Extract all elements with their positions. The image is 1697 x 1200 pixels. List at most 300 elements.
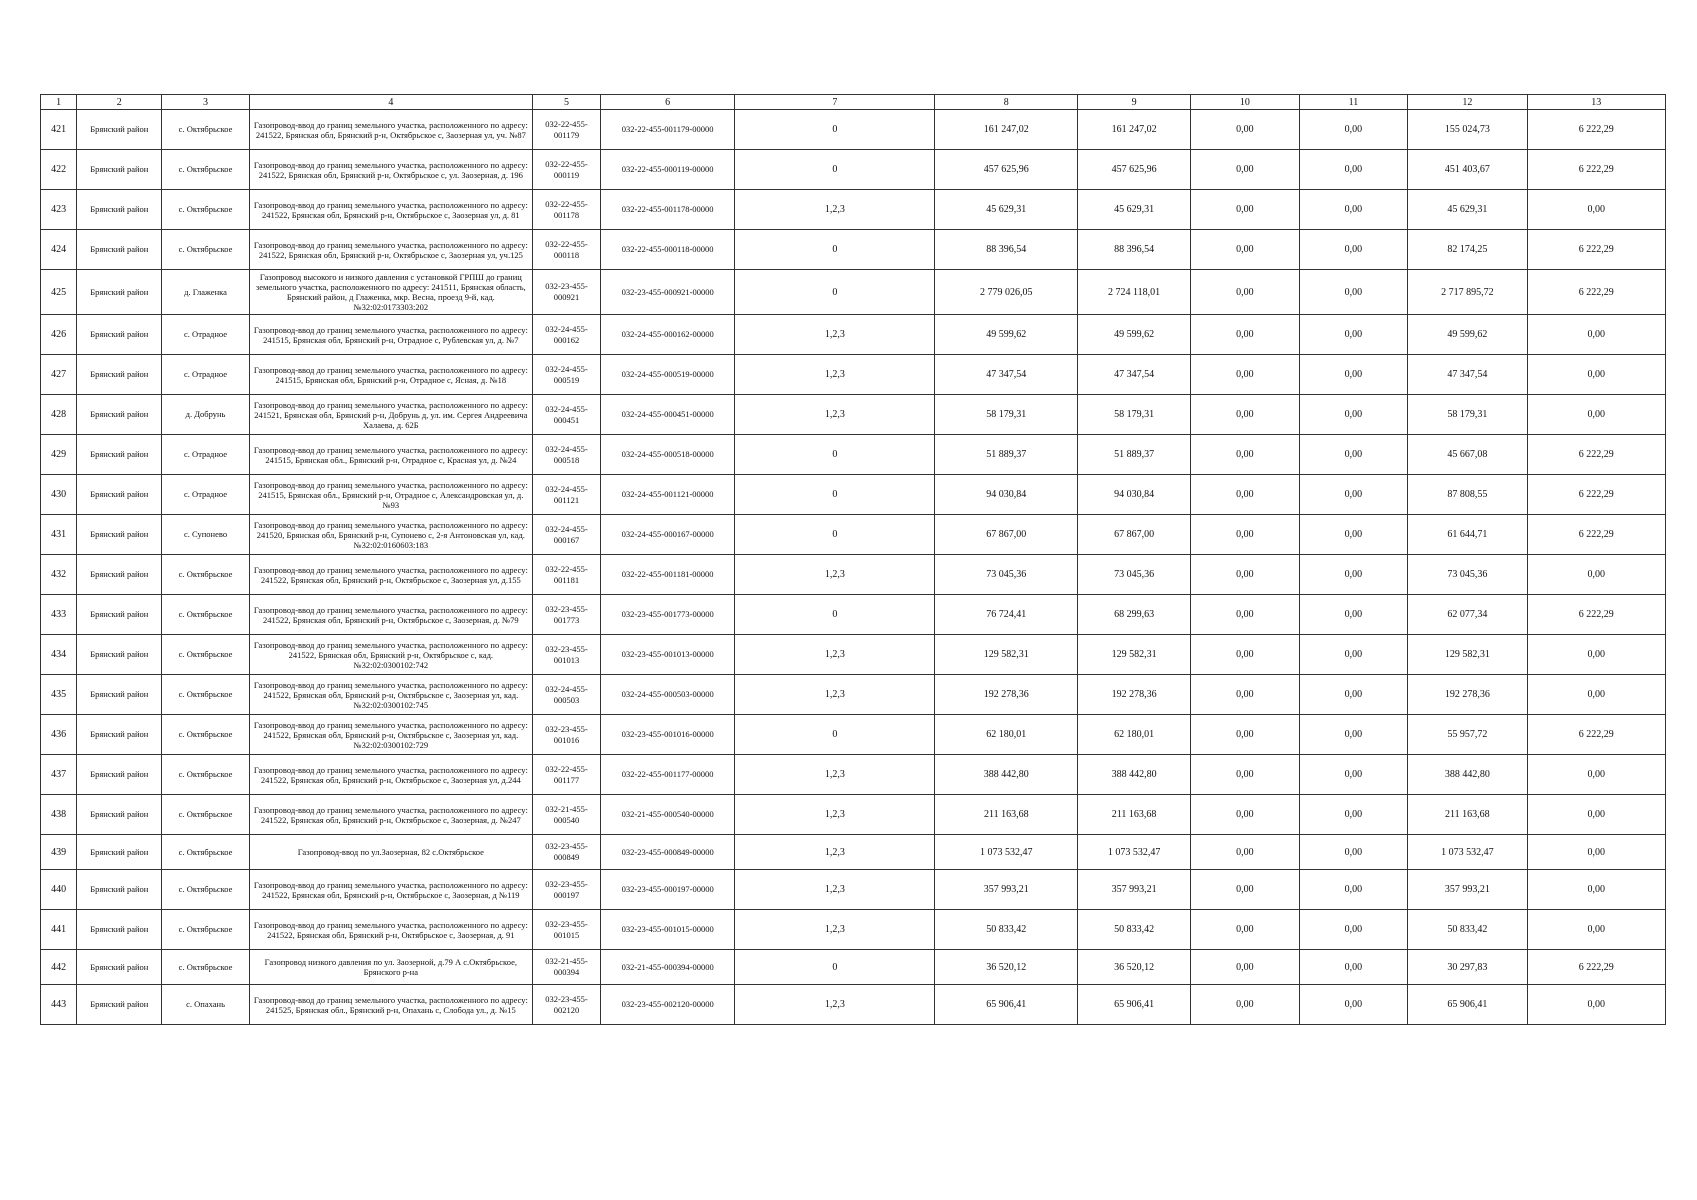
value-col-9: 62 180,01 bbox=[1078, 715, 1191, 755]
category-cell: 1,2,3 bbox=[735, 190, 935, 230]
value-col-10: 0,00 bbox=[1191, 795, 1300, 835]
column-header-6: 6 bbox=[601, 95, 735, 110]
object-description: Газопровод-ввод до границ земельного участка, расположенного по адресу: 241522, Брянская обл, Брянский р-н, Октябрьское с, Заозерная ул, кад. №32:02:0300102:745 bbox=[249, 675, 532, 715]
value-col-11: 0,00 bbox=[1299, 190, 1408, 230]
category-cell: 0 bbox=[735, 270, 935, 315]
category-cell: 0 bbox=[735, 150, 935, 190]
object-description: Газопровод-ввод до границ земельного участка, расположенного по адресу: 241522, Брянская обл, Брянский р-н, Октябрьское с, Заозерная, д №119 bbox=[249, 870, 532, 910]
table-row bbox=[41, 190, 1666, 230]
object-description: Газопровод-ввод до границ земельного участка, расположенного по адресу: 241515, Брянская обл, Брянский р-н, Отрадное с, Рублевская ул, д. №7 bbox=[249, 315, 532, 355]
row-number: 432 bbox=[41, 555, 77, 595]
table-row bbox=[41, 715, 1666, 755]
value-col-12: 211 163,68 bbox=[1408, 795, 1527, 835]
value-col-13: 6 222,29 bbox=[1527, 270, 1666, 315]
value-col-8: 49 599,62 bbox=[935, 315, 1078, 355]
value-col-8: 94 030,84 bbox=[935, 475, 1078, 515]
district-cell: Брянский район bbox=[77, 755, 162, 795]
value-col-13: 0,00 bbox=[1527, 395, 1666, 435]
value-col-11: 0,00 bbox=[1299, 870, 1408, 910]
value-col-13: 6 222,29 bbox=[1527, 595, 1666, 635]
value-col-8: 388 442,80 bbox=[935, 755, 1078, 795]
object-description: Газопровод-ввод до границ земельного участка, расположенного по адресу: 241515, Брянская обл., Брянский р-н, Отрадное с, Красная ул, д. №24 bbox=[249, 435, 532, 475]
value-col-9: 36 520,12 bbox=[1078, 950, 1191, 985]
object-description: Газопровод-ввод до границ земельного участка, расположенного по адресу: 241522, Брянская обл, Брянский р-н, Октябрьское с, Заозерная ул, уч. №87 bbox=[249, 110, 532, 150]
district-cell: Брянский район bbox=[77, 475, 162, 515]
value-col-8: 36 520,12 bbox=[935, 950, 1078, 985]
value-col-9: 161 247,02 bbox=[1078, 110, 1191, 150]
registry-table bbox=[40, 94, 1666, 1025]
settlement-cell: с. Опахань bbox=[162, 985, 249, 1025]
district-cell: Брянский район bbox=[77, 555, 162, 595]
value-col-8: 192 278,36 bbox=[935, 675, 1078, 715]
row-number: 426 bbox=[41, 315, 77, 355]
inventory-number: 032-24-455-000451 bbox=[532, 395, 600, 435]
category-cell: 1,2,3 bbox=[735, 315, 935, 355]
inventory-number: 032-24-455-000518 bbox=[532, 435, 600, 475]
category-cell: 1,2,3 bbox=[735, 355, 935, 395]
column-header-5: 5 bbox=[532, 95, 600, 110]
category-cell: 1,2,3 bbox=[735, 835, 935, 870]
value-col-11: 0,00 bbox=[1299, 555, 1408, 595]
column-header-12: 12 bbox=[1408, 95, 1527, 110]
value-col-12: 82 174,25 bbox=[1408, 230, 1527, 270]
object-description: Газопровод-ввод до границ земельного участка, расположенного по адресу: 241522, Брянская обл, Брянский р-н, Октябрьское с, Заозерная, д. №79 bbox=[249, 595, 532, 635]
value-col-9: 65 906,41 bbox=[1078, 985, 1191, 1025]
value-col-13: 6 222,29 bbox=[1527, 110, 1666, 150]
value-col-9: 50 833,42 bbox=[1078, 910, 1191, 950]
value-col-9: 45 629,31 bbox=[1078, 190, 1191, 230]
row-number: 431 bbox=[41, 515, 77, 555]
inventory-number: 032-23-455-001773 bbox=[532, 595, 600, 635]
category-cell: 1,2,3 bbox=[735, 555, 935, 595]
value-col-10: 0,00 bbox=[1191, 835, 1300, 870]
settlement-cell: с. Октябрьское bbox=[162, 715, 249, 755]
column-header-1: 1 bbox=[41, 95, 77, 110]
value-col-10: 0,00 bbox=[1191, 230, 1300, 270]
value-col-8: 65 906,41 bbox=[935, 985, 1078, 1025]
value-col-8: 47 347,54 bbox=[935, 355, 1078, 395]
value-col-12: 58 179,31 bbox=[1408, 395, 1527, 435]
object-description: Газопровод-ввод до границ земельного участка, расположенного по адресу: 241522, Брянская обл, Брянский р-н, Октябрьское с, ул. Заозерная, д. 196 bbox=[249, 150, 532, 190]
settlement-cell: с. Октябрьское bbox=[162, 230, 249, 270]
district-cell: Брянский район bbox=[77, 675, 162, 715]
object-description: Газопровод-ввод до границ земельного участка, расположенного по адресу: 241522, Брянская обл, Брянский р-н, Октябрьское с, Заозерная ул, д.244 bbox=[249, 755, 532, 795]
object-code: 032-22-455-001181-00000 bbox=[601, 555, 735, 595]
category-cell: 1,2,3 bbox=[735, 635, 935, 675]
value-col-13: 0,00 bbox=[1527, 355, 1666, 395]
column-header-9: 9 bbox=[1078, 95, 1191, 110]
table-row bbox=[41, 795, 1666, 835]
object-code: 032-23-455-001013-00000 bbox=[601, 635, 735, 675]
district-cell: Брянский район bbox=[77, 870, 162, 910]
row-number: 433 bbox=[41, 595, 77, 635]
value-col-11: 0,00 bbox=[1299, 635, 1408, 675]
value-col-12: 155 024,73 bbox=[1408, 110, 1527, 150]
category-cell: 0 bbox=[735, 595, 935, 635]
value-col-8: 211 163,68 bbox=[935, 795, 1078, 835]
category-cell: 0 bbox=[735, 950, 935, 985]
value-col-9: 357 993,21 bbox=[1078, 870, 1191, 910]
row-number: 424 bbox=[41, 230, 77, 270]
object-code: 032-22-455-001178-00000 bbox=[601, 190, 735, 230]
value-col-12: 45 667,08 bbox=[1408, 435, 1527, 475]
settlement-cell: с. Октябрьское bbox=[162, 110, 249, 150]
row-number: 439 bbox=[41, 835, 77, 870]
settlement-cell: с. Октябрьское bbox=[162, 835, 249, 870]
table-row bbox=[41, 355, 1666, 395]
value-col-11: 0,00 bbox=[1299, 395, 1408, 435]
inventory-number: 032-24-455-000162 bbox=[532, 315, 600, 355]
inventory-number: 032-23-455-001016 bbox=[532, 715, 600, 755]
object-code: 032-23-455-000197-00000 bbox=[601, 870, 735, 910]
category-cell: 1,2,3 bbox=[735, 755, 935, 795]
object-code: 032-23-455-000921-00000 bbox=[601, 270, 735, 315]
row-number: 425 bbox=[41, 270, 77, 315]
category-cell: 0 bbox=[735, 515, 935, 555]
column-header-13: 13 bbox=[1527, 95, 1666, 110]
district-cell: Брянский район bbox=[77, 355, 162, 395]
object-description: Газопровод-ввод до границ земельного участка, расположенного по адресу: 241521, Брянская обл, Брянский р-н, Добрунь д, ул. им. Сергея Андреевича Халаева, д. 62Б bbox=[249, 395, 532, 435]
value-col-12: 30 297,83 bbox=[1408, 950, 1527, 985]
inventory-number: 032-22-455-001177 bbox=[532, 755, 600, 795]
category-cell: 1,2,3 bbox=[735, 795, 935, 835]
settlement-cell: с. Октябрьское bbox=[162, 870, 249, 910]
value-col-9: 73 045,36 bbox=[1078, 555, 1191, 595]
value-col-13: 0,00 bbox=[1527, 675, 1666, 715]
value-col-8: 73 045,36 bbox=[935, 555, 1078, 595]
table-row bbox=[41, 150, 1666, 190]
inventory-number: 032-23-455-000197 bbox=[532, 870, 600, 910]
value-col-13: 0,00 bbox=[1527, 755, 1666, 795]
value-col-10: 0,00 bbox=[1191, 515, 1300, 555]
object-code: 032-21-455-000394-00000 bbox=[601, 950, 735, 985]
value-col-9: 211 163,68 bbox=[1078, 795, 1191, 835]
object-code: 032-24-455-001121-00000 bbox=[601, 475, 735, 515]
inventory-number: 032-24-455-000167 bbox=[532, 515, 600, 555]
value-col-12: 65 906,41 bbox=[1408, 985, 1527, 1025]
object-code: 032-23-455-001016-00000 bbox=[601, 715, 735, 755]
value-col-13: 0,00 bbox=[1527, 910, 1666, 950]
value-col-9: 457 625,96 bbox=[1078, 150, 1191, 190]
value-col-12: 45 629,31 bbox=[1408, 190, 1527, 230]
row-number: 422 bbox=[41, 150, 77, 190]
value-col-8: 2 779 026,05 bbox=[935, 270, 1078, 315]
object-code: 032-23-455-002120-00000 bbox=[601, 985, 735, 1025]
value-col-13: 6 222,29 bbox=[1527, 515, 1666, 555]
value-col-9: 49 599,62 bbox=[1078, 315, 1191, 355]
table-row bbox=[41, 435, 1666, 475]
settlement-cell: с. Октябрьское bbox=[162, 190, 249, 230]
table-row bbox=[41, 595, 1666, 635]
object-code: 032-24-455-000519-00000 bbox=[601, 355, 735, 395]
district-cell: Брянский район bbox=[77, 190, 162, 230]
row-number: 437 bbox=[41, 755, 77, 795]
value-col-8: 1 073 532,47 bbox=[935, 835, 1078, 870]
value-col-10: 0,00 bbox=[1191, 985, 1300, 1025]
value-col-8: 58 179,31 bbox=[935, 395, 1078, 435]
value-col-12: 49 599,62 bbox=[1408, 315, 1527, 355]
table-row bbox=[41, 555, 1666, 595]
row-number: 427 bbox=[41, 355, 77, 395]
value-col-13: 0,00 bbox=[1527, 795, 1666, 835]
value-col-9: 58 179,31 bbox=[1078, 395, 1191, 435]
object-code: 032-23-455-000849-00000 bbox=[601, 835, 735, 870]
value-col-10: 0,00 bbox=[1191, 635, 1300, 675]
value-col-9: 129 582,31 bbox=[1078, 635, 1191, 675]
category-cell: 1,2,3 bbox=[735, 910, 935, 950]
value-col-13: 0,00 bbox=[1527, 835, 1666, 870]
category-cell: 0 bbox=[735, 475, 935, 515]
district-cell: Брянский район bbox=[77, 835, 162, 870]
value-col-12: 357 993,21 bbox=[1408, 870, 1527, 910]
district-cell: Брянский район bbox=[77, 315, 162, 355]
inventory-number: 032-22-455-000119 bbox=[532, 150, 600, 190]
district-cell: Брянский район bbox=[77, 515, 162, 555]
value-col-12: 50 833,42 bbox=[1408, 910, 1527, 950]
inventory-number: 032-22-455-001179 bbox=[532, 110, 600, 150]
column-header-2: 2 bbox=[77, 95, 162, 110]
registry-body bbox=[41, 110, 1666, 1025]
value-col-12: 1 073 532,47 bbox=[1408, 835, 1527, 870]
value-col-12: 388 442,80 bbox=[1408, 755, 1527, 795]
object-code: 032-24-455-000518-00000 bbox=[601, 435, 735, 475]
value-col-10: 0,00 bbox=[1191, 435, 1300, 475]
value-col-10: 0,00 bbox=[1191, 150, 1300, 190]
settlement-cell: с. Октябрьское bbox=[162, 910, 249, 950]
value-col-9: 388 442,80 bbox=[1078, 755, 1191, 795]
value-col-11: 0,00 bbox=[1299, 515, 1408, 555]
row-number: 442 bbox=[41, 950, 77, 985]
settlement-cell: д. Глаженка bbox=[162, 270, 249, 315]
inventory-number: 032-24-455-001121 bbox=[532, 475, 600, 515]
inventory-number: 032-22-455-001181 bbox=[532, 555, 600, 595]
inventory-number: 032-22-455-001178 bbox=[532, 190, 600, 230]
object-description: Газопровод-ввод по ул.Заозерная, 82 с.Октябрьское bbox=[249, 835, 532, 870]
object-code: 032-23-455-001015-00000 bbox=[601, 910, 735, 950]
settlement-cell: д. Добрунь bbox=[162, 395, 249, 435]
column-header-4: 4 bbox=[249, 95, 532, 110]
value-col-11: 0,00 bbox=[1299, 675, 1408, 715]
settlement-cell: с. Отрадное bbox=[162, 355, 249, 395]
inventory-number: 032-23-455-001015 bbox=[532, 910, 600, 950]
category-cell: 0 bbox=[735, 230, 935, 270]
district-cell: Брянский район bbox=[77, 950, 162, 985]
inventory-number: 032-23-455-000849 bbox=[532, 835, 600, 870]
row-number: 435 bbox=[41, 675, 77, 715]
value-col-9: 51 889,37 bbox=[1078, 435, 1191, 475]
value-col-13: 6 222,29 bbox=[1527, 230, 1666, 270]
value-col-10: 0,00 bbox=[1191, 270, 1300, 315]
value-col-10: 0,00 bbox=[1191, 950, 1300, 985]
value-col-10: 0,00 bbox=[1191, 355, 1300, 395]
district-cell: Брянский район bbox=[77, 110, 162, 150]
object-description: Газопровод-ввод до границ земельного участка, расположенного по адресу: 241522, Брянская обл, Брянский р-н, Октябрьское с, Заозерная ул, кад. №32:02:0300102:729 bbox=[249, 715, 532, 755]
object-description: Газопровод-ввод до границ земельного участка, расположенного по адресу: 241522, Брянская обл, Брянский р-н, Октябрьское с, Заозерная, д. №247 bbox=[249, 795, 532, 835]
value-col-9: 94 030,84 bbox=[1078, 475, 1191, 515]
value-col-11: 0,00 bbox=[1299, 475, 1408, 515]
inventory-number: 032-21-455-000394 bbox=[532, 950, 600, 985]
table-row bbox=[41, 870, 1666, 910]
value-col-12: 87 808,55 bbox=[1408, 475, 1527, 515]
value-col-11: 0,00 bbox=[1299, 110, 1408, 150]
object-description: Газопровод высокого и низкого давления с установкой ГРПШ до границ земельного участка, расположенного по адресу: 241511, Брянская область, Брянский район, д Глаженка, мкр. Весна, проезд 9-й, кад. №32:02:0173303:202 bbox=[249, 270, 532, 315]
object-description: Газопровод-ввод до границ земельного участка, расположенного по адресу: 241515, Брянская обл, Брянский р-н, Отрадное с, Ясная, д. №18 bbox=[249, 355, 532, 395]
value-col-10: 0,00 bbox=[1191, 395, 1300, 435]
value-col-12: 55 957,72 bbox=[1408, 715, 1527, 755]
row-number: 423 bbox=[41, 190, 77, 230]
value-col-10: 0,00 bbox=[1191, 755, 1300, 795]
object-description: Газопровод-ввод до границ земельного участка, расположенного по адресу: 241515, Брянская обл., Брянский р-н, Отрадное с, Александровская ул, д. №93 bbox=[249, 475, 532, 515]
row-number: 438 bbox=[41, 795, 77, 835]
value-col-10: 0,00 bbox=[1191, 190, 1300, 230]
value-col-12: 451 403,67 bbox=[1408, 150, 1527, 190]
row-number: 440 bbox=[41, 870, 77, 910]
column-header-11: 11 bbox=[1299, 95, 1408, 110]
value-col-11: 0,00 bbox=[1299, 835, 1408, 870]
value-col-13: 6 222,29 bbox=[1527, 715, 1666, 755]
category-cell: 1,2,3 bbox=[735, 395, 935, 435]
settlement-cell: с. Октябрьское bbox=[162, 150, 249, 190]
value-col-11: 0,00 bbox=[1299, 230, 1408, 270]
inventory-number: 032-23-455-001013 bbox=[532, 635, 600, 675]
object-description: Газопровод низкого давления по ул. Заозерной, д.79 А с.Октябрьское, Брянского р-на bbox=[249, 950, 532, 985]
column-header-7: 7 bbox=[735, 95, 935, 110]
object-code: 032-22-455-001179-00000 bbox=[601, 110, 735, 150]
value-col-10: 0,00 bbox=[1191, 595, 1300, 635]
value-col-12: 129 582,31 bbox=[1408, 635, 1527, 675]
settlement-cell: с. Отрадное bbox=[162, 315, 249, 355]
object-description: Газопровод-ввод до границ земельного участка, расположенного по адресу: 241522, Брянская обл, Брянский р-н, Октябрьское с, Заозерная ул, д.155 bbox=[249, 555, 532, 595]
value-col-12: 2 717 895,72 bbox=[1408, 270, 1527, 315]
district-cell: Брянский район bbox=[77, 395, 162, 435]
object-code: 032-22-455-001177-00000 bbox=[601, 755, 735, 795]
value-col-11: 0,00 bbox=[1299, 435, 1408, 475]
value-col-12: 47 347,54 bbox=[1408, 355, 1527, 395]
value-col-13: 0,00 bbox=[1527, 985, 1666, 1025]
value-col-13: 6 222,29 bbox=[1527, 150, 1666, 190]
value-col-13: 0,00 bbox=[1527, 635, 1666, 675]
district-cell: Брянский район bbox=[77, 435, 162, 475]
district-cell: Брянский район bbox=[77, 985, 162, 1025]
table-row bbox=[41, 315, 1666, 355]
category-cell: 1,2,3 bbox=[735, 675, 935, 715]
value-col-11: 0,00 bbox=[1299, 150, 1408, 190]
table-row bbox=[41, 950, 1666, 985]
category-cell: 1,2,3 bbox=[735, 870, 935, 910]
district-cell: Брянский район bbox=[77, 795, 162, 835]
value-col-9: 67 867,00 bbox=[1078, 515, 1191, 555]
value-col-8: 67 867,00 bbox=[935, 515, 1078, 555]
value-col-8: 50 833,42 bbox=[935, 910, 1078, 950]
value-col-9: 47 347,54 bbox=[1078, 355, 1191, 395]
value-col-13: 0,00 bbox=[1527, 190, 1666, 230]
category-cell: 0 bbox=[735, 110, 935, 150]
object-code: 032-24-455-000162-00000 bbox=[601, 315, 735, 355]
value-col-8: 51 889,37 bbox=[935, 435, 1078, 475]
value-col-8: 62 180,01 bbox=[935, 715, 1078, 755]
settlement-cell: с. Октябрьское bbox=[162, 635, 249, 675]
object-code: 032-24-455-000503-00000 bbox=[601, 675, 735, 715]
object-code: 032-24-455-000451-00000 bbox=[601, 395, 735, 435]
value-col-9: 2 724 118,01 bbox=[1078, 270, 1191, 315]
column-header-3: 3 bbox=[162, 95, 249, 110]
settlement-cell: с. Октябрьское bbox=[162, 595, 249, 635]
table-row bbox=[41, 515, 1666, 555]
district-cell: Брянский район bbox=[77, 715, 162, 755]
value-col-10: 0,00 bbox=[1191, 555, 1300, 595]
inventory-number: 032-24-455-000519 bbox=[532, 355, 600, 395]
district-cell: Брянский район bbox=[77, 270, 162, 315]
district-cell: Брянский район bbox=[77, 910, 162, 950]
settlement-cell: с. Отрадное bbox=[162, 475, 249, 515]
inventory-number: 032-23-455-002120 bbox=[532, 985, 600, 1025]
object-code: 032-22-455-000118-00000 bbox=[601, 230, 735, 270]
table-row bbox=[41, 270, 1666, 315]
value-col-11: 0,00 bbox=[1299, 715, 1408, 755]
object-description: Газопровод-ввод до границ земельного участка, расположенного по адресу: 241525, Брянская обл., Брянский р-н, Опахань с, Слобода ул., д. №15 bbox=[249, 985, 532, 1025]
table-row bbox=[41, 395, 1666, 435]
table-row bbox=[41, 475, 1666, 515]
value-col-11: 0,00 bbox=[1299, 355, 1408, 395]
table-row bbox=[41, 985, 1666, 1025]
category-cell: 0 bbox=[735, 715, 935, 755]
value-col-11: 0,00 bbox=[1299, 910, 1408, 950]
row-number: 430 bbox=[41, 475, 77, 515]
district-cell: Брянский район bbox=[77, 635, 162, 675]
value-col-8: 161 247,02 bbox=[935, 110, 1078, 150]
value-col-13: 6 222,29 bbox=[1527, 950, 1666, 985]
table-row bbox=[41, 230, 1666, 270]
value-col-10: 0,00 bbox=[1191, 870, 1300, 910]
row-number: 441 bbox=[41, 910, 77, 950]
object-description: Газопровод-ввод до границ земельного участка, расположенного по адресу: 241522, Брянская обл, Брянский р-н, Октябрьское с, Заозерная, д. 91 bbox=[249, 910, 532, 950]
district-cell: Брянский район bbox=[77, 230, 162, 270]
column-number-row bbox=[41, 95, 1666, 110]
value-col-12: 192 278,36 bbox=[1408, 675, 1527, 715]
value-col-8: 357 993,21 bbox=[935, 870, 1078, 910]
value-col-11: 0,00 bbox=[1299, 950, 1408, 985]
value-col-13: 0,00 bbox=[1527, 315, 1666, 355]
object-code: 032-21-455-000540-00000 bbox=[601, 795, 735, 835]
value-col-9: 88 396,54 bbox=[1078, 230, 1191, 270]
object-description: Газопровод-ввод до границ земельного участка, расположенного по адресу: 241522, Брянская обл, Брянский р-н, Октябрьское с, Заозерная ул, уч.125 bbox=[249, 230, 532, 270]
value-col-12: 62 077,34 bbox=[1408, 595, 1527, 635]
value-col-10: 0,00 bbox=[1191, 315, 1300, 355]
value-col-12: 61 644,71 bbox=[1408, 515, 1527, 555]
object-description: Газопровод-ввод до границ земельного участка, расположенного по адресу: 241522, Брянская обл, Брянский р-н, Октябрьское с, кад. №32:02:0300102:742 bbox=[249, 635, 532, 675]
object-description: Газопровод-ввод до границ земельного участка, расположенного по адресу: 241520, Брянская обл, Брянский р-н, Супонево с, 2-я Антоновская ул, кад. №32:02:0160603:183 bbox=[249, 515, 532, 555]
inventory-number: 032-21-455-000540 bbox=[532, 795, 600, 835]
table-row bbox=[41, 635, 1666, 675]
table-row bbox=[41, 835, 1666, 870]
value-col-10: 0,00 bbox=[1191, 110, 1300, 150]
row-number: 434 bbox=[41, 635, 77, 675]
value-col-10: 0,00 bbox=[1191, 715, 1300, 755]
value-col-8: 457 625,96 bbox=[935, 150, 1078, 190]
value-col-13: 6 222,29 bbox=[1527, 475, 1666, 515]
value-col-8: 88 396,54 bbox=[935, 230, 1078, 270]
settlement-cell: с. Октябрьское bbox=[162, 755, 249, 795]
value-col-8: 76 724,41 bbox=[935, 595, 1078, 635]
settlement-cell: с. Супонево bbox=[162, 515, 249, 555]
value-col-10: 0,00 bbox=[1191, 675, 1300, 715]
settlement-cell: с. Октябрьское bbox=[162, 950, 249, 985]
table-row bbox=[41, 110, 1666, 150]
value-col-11: 0,00 bbox=[1299, 315, 1408, 355]
value-col-13: 0,00 bbox=[1527, 870, 1666, 910]
value-col-8: 129 582,31 bbox=[935, 635, 1078, 675]
column-header-10: 10 bbox=[1191, 95, 1300, 110]
